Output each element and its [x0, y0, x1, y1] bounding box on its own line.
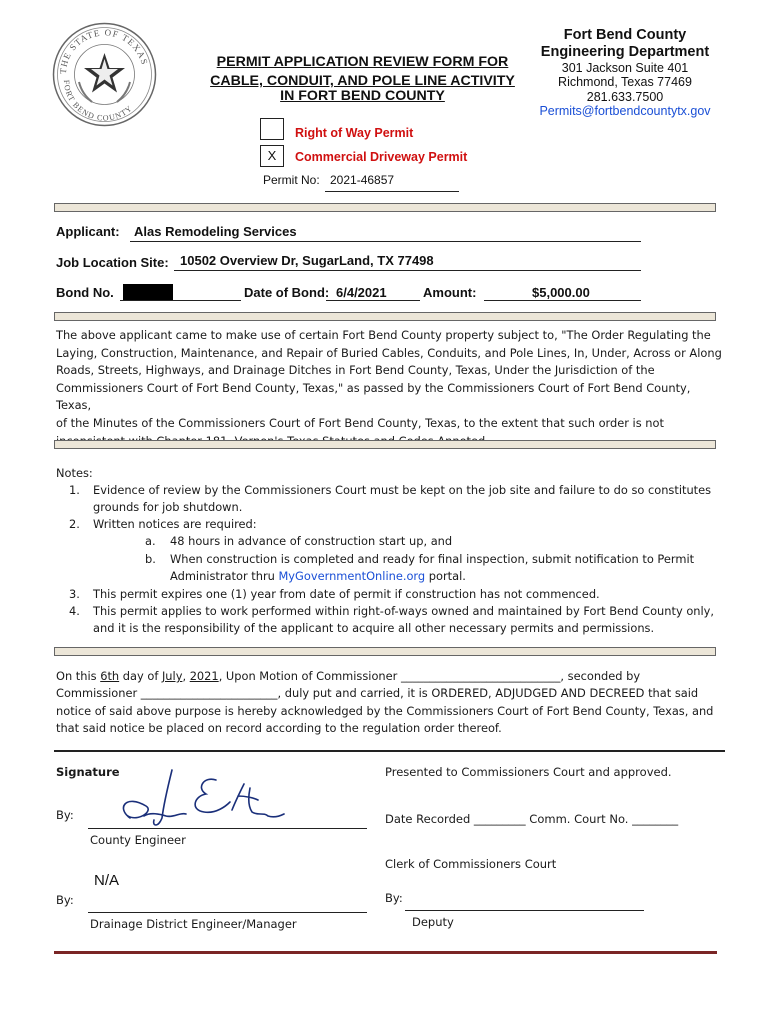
section-divider-3: [54, 440, 716, 449]
order-day: 6th: [100, 669, 120, 683]
amount-label: Amount:: [423, 285, 477, 300]
section-divider-2: [54, 312, 716, 321]
commercial-driveway-label: Commercial Driveway Permit: [295, 150, 468, 164]
note-3-number: 3.: [69, 587, 80, 601]
note-1-number: 1.: [69, 483, 80, 497]
applicant-label: Applicant:: [56, 224, 120, 239]
phone-number: 281.633.7500: [586, 90, 664, 104]
paragraph-line: The above applicant came to make use of certain Fort Bend County property subject to, "The Order Regulating the: [56, 328, 711, 342]
order-line-3: notice of said above purpose is hereby acknowledged by the Commissioners Court of Fort Bend County, Texas, and: [56, 703, 714, 718]
note-4-line-1: This permit applies to work performed within right-of-ways owned and maintained by Fort Bend County only,: [93, 604, 715, 618]
bond-no-redaction: [123, 284, 173, 300]
form-title-line-3: IN FORT BEND COUNTY: [280, 88, 445, 104]
notes-heading: Notes:: [56, 466, 93, 480]
drainage-engineer-label: Drainage District Engineer/Manager: [90, 917, 297, 931]
section-divider-4: [54, 647, 716, 656]
county-engineer-signature: [108, 766, 288, 830]
date-of-bond-value[interactable]: 6/4/2021: [336, 285, 387, 300]
date-of-bond-underline: [326, 300, 420, 301]
right-of-way-label: Right of Way Permit: [295, 126, 414, 140]
bond-no-label: Bond No.: [56, 285, 114, 300]
right-of-way-checkbox[interactable]: [260, 118, 284, 140]
seal-text-bottom: FORT BEND COUNTY: [61, 79, 135, 123]
date-recorded-text[interactable]: Date Recorded _________ Comm. Court No. ________: [385, 812, 679, 826]
order-text: [56, 668, 736, 738]
paragraph-line: of the Minutes of the Commissioners Court of Fort Bend County, Texas, to the extent that such order is not: [56, 415, 664, 430]
note-2a-line: 48 hours in advance of construction start up, and: [170, 534, 453, 548]
org-name: Fort Bend County: [563, 27, 687, 43]
note-1-line-2: grounds for job shutdown.: [93, 500, 243, 514]
paragraph-line: Roads, Streets, Highways, and Drainage Ditches in Fort Bend County, Texas, Under the Jurisdiction of the: [56, 363, 655, 378]
order-month: July: [161, 669, 183, 683]
order-paragraph: [56, 327, 726, 450]
note-2b-letter: b.: [145, 552, 156, 566]
permit-no-label: Permit No:: [263, 173, 320, 187]
note-1-line-1: Evidence of review by the Commissioners Court must be kept on the job site and failure to do so constitutes: [93, 483, 712, 497]
section-divider-1: [54, 203, 716, 212]
by-label-2: By:: [56, 893, 74, 907]
date-of-bond-label: Date of Bond:: [244, 285, 330, 300]
order-text-segment: On this: [56, 669, 101, 683]
note-2-number: 2.: [69, 517, 80, 531]
presented-text: Presented to Commissioners Court and approved.: [385, 765, 672, 779]
note-4-line-2: and it is the responsibility of the applicant to acquire all other necessary permits and permissions.: [93, 621, 655, 635]
star-icon: [84, 53, 125, 93]
county-engineer-label: County Engineer: [90, 833, 186, 847]
county-engineer-signature-line: [88, 828, 367, 829]
form-title-line-1: PERMIT APPLICATION REVIEW FORM FOR: [216, 54, 509, 70]
signature-heading: Signature: [56, 765, 120, 779]
amount-value[interactable]: $5,000.00: [532, 285, 590, 300]
order-text-segment: , Upon Motion of Commissioner ____________________________, seconded by: [218, 669, 641, 683]
order-line-4: that said notice be placed on record according to the regulation order thereof.: [56, 721, 502, 736]
job-location-value[interactable]: 10502 Overview Dr, SugarLand, TX 77498: [180, 253, 434, 268]
order-line-1: [56, 668, 736, 685]
drainage-signature-line: [88, 912, 367, 913]
order-text-segment: ,: [182, 669, 190, 683]
by-label-1: By:: [56, 808, 74, 822]
department-name: Engineering Department: [540, 44, 710, 60]
note-2-line: Written notices are required:: [93, 517, 257, 531]
na-text: N/A: [94, 872, 120, 889]
applicant-value[interactable]: Alas Remodeling Services: [134, 224, 297, 239]
note-3-line: This permit expires one (1) year from date of permit if construction has not commenced.: [93, 587, 600, 601]
mygovernmentonline-link[interactable]: MyGovernmentOnline.org: [278, 569, 426, 583]
order-text-segment: day of: [119, 669, 162, 683]
seal-text-top: THE STATE OF TEXAS: [57, 27, 150, 75]
address-line-1: 301 Jackson Suite 401: [561, 61, 689, 75]
paragraph-line: Laying, Construction, Maintenance, and Repair of Buried Cables, Conduits, and Pole Lines, In, Under, Across or Along: [56, 345, 722, 360]
note-2a-letter: a.: [145, 534, 156, 548]
order-line-2: Commissioner ________________________, duly put and carried, it is ORDERED, ADJUDGED AND DECREED that said: [56, 686, 699, 701]
note-2b-text-post: portal.: [425, 569, 466, 583]
email-link[interactable]: Permits@fortbendcountytx.gov: [539, 104, 711, 118]
bond-no-underline: [120, 300, 241, 301]
address-line-2: Richmond, Texas 77469: [558, 75, 692, 89]
applicant-underline: [130, 241, 641, 242]
job-location-underline: [174, 270, 641, 271]
by-label-3: By:: [385, 891, 403, 905]
note-2b-line-1: When construction is completed and ready for final inspection, submit notification to Permit: [170, 552, 695, 566]
signature-divider: [54, 750, 725, 752]
note-2b-text-pre: Administrator thru: [170, 569, 279, 583]
deputy-signature-line: [405, 910, 644, 911]
amount-underline: [484, 300, 641, 301]
permit-no-value: 2021-46857: [330, 173, 395, 187]
note-2b-line-2: [170, 568, 466, 585]
form-title-line-2: CABLE, CONDUIT, AND POLE LINE ACTIVITY: [210, 73, 515, 89]
paragraph-line: Commissioners Court of Fort Bend County, Texas," as passed by the Commissioners Court of Fort Bend County, Texas,: [56, 380, 691, 413]
commercial-driveway-checkbox[interactable]: X: [260, 145, 284, 167]
job-location-label: Job Location Site:: [56, 255, 169, 270]
order-year: 2021: [189, 669, 219, 683]
county-seal: [52, 22, 157, 127]
permit-no-underline: [325, 191, 459, 192]
deputy-label: Deputy: [412, 915, 454, 929]
clerk-label: Clerk of Commissioners Court: [385, 857, 557, 871]
note-4-number: 4.: [69, 604, 80, 618]
footer-rule: [54, 951, 717, 954]
